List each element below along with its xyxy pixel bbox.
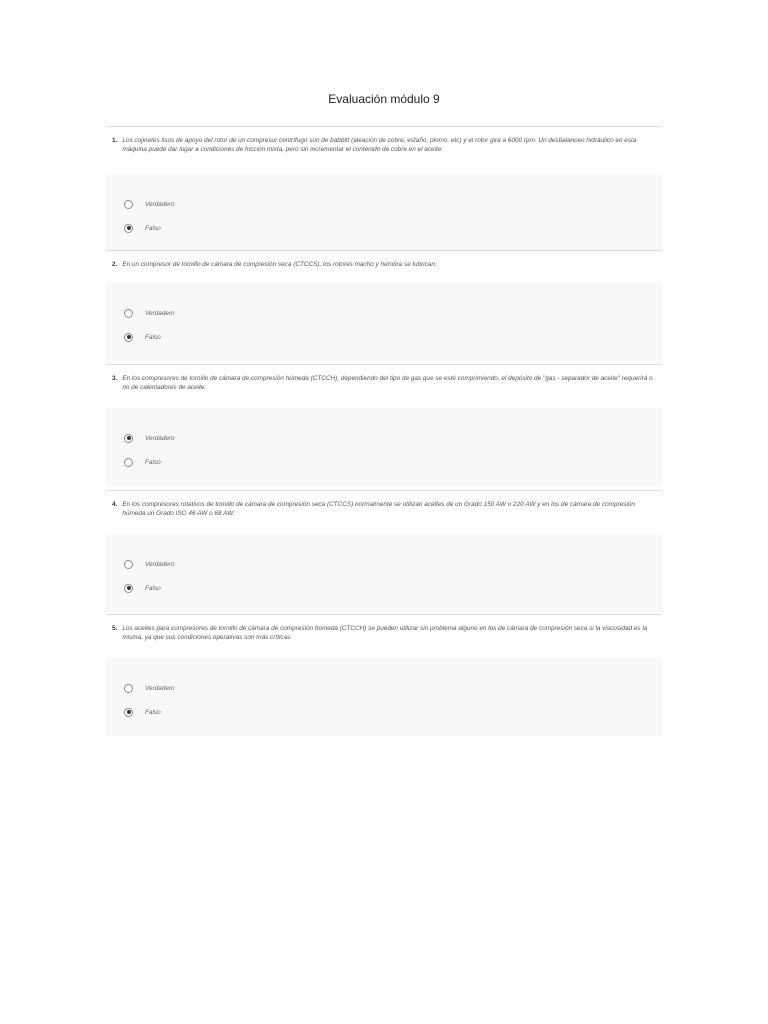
question-number: 1. xyxy=(112,137,118,144)
radio-button[interactable] xyxy=(124,560,133,569)
radio-button[interactable] xyxy=(124,434,133,443)
radio-button[interactable] xyxy=(124,309,133,318)
question-number: 3. xyxy=(112,375,118,382)
question-2 xyxy=(106,250,662,364)
option-verdadero[interactable] xyxy=(124,676,662,700)
question-3 xyxy=(106,364,662,490)
option-verdadero[interactable] xyxy=(124,552,662,576)
radio-button[interactable] xyxy=(124,584,133,593)
option-label: Verdadero xyxy=(145,200,175,208)
question-header xyxy=(106,491,662,518)
radio-button[interactable] xyxy=(124,684,133,693)
radio-button[interactable] xyxy=(124,708,133,717)
option-label: Falso xyxy=(145,584,161,592)
radio-button[interactable] xyxy=(124,458,133,467)
option-falso[interactable] xyxy=(124,700,662,724)
option-falso[interactable] xyxy=(124,216,662,240)
question-4 xyxy=(106,490,662,614)
radio-button[interactable] xyxy=(124,224,133,233)
question-1 xyxy=(106,126,662,250)
question-text: En los compresores de tornillo de cámara de compresión húmeda (CTCCH), dependiendo del tipo de gas que se esté comprimiendo, el depósito de "gas - separador de aceite" requerirá o no de calentadores de aceite. xyxy=(122,375,653,391)
option-verdadero[interactable] xyxy=(124,192,662,216)
option-label: Falso xyxy=(145,708,161,716)
question-number: 2. xyxy=(112,261,118,268)
question-text: En los compresores rotativos de tornillo de cámara de compresión seca (CTCCS) normalmente se utilizan aceites de un Grado 150 AW o 220 AW y en los de cámara de compresión húmeda un Grado ISO 46 AW o 68 AW: xyxy=(122,501,635,517)
option-label: Verdadero xyxy=(145,560,175,568)
option-label: Verdadero xyxy=(145,684,175,692)
option-label: Verdadero xyxy=(145,309,175,317)
answer-options xyxy=(106,283,662,361)
option-label: Verdadero xyxy=(145,434,175,442)
answer-options xyxy=(106,658,662,736)
radio-button[interactable] xyxy=(124,333,133,342)
page-title: Evaluación módulo 9 xyxy=(328,92,440,106)
option-verdadero[interactable] xyxy=(124,426,662,450)
question-header xyxy=(106,615,662,642)
radio-selected-dot xyxy=(127,710,131,714)
answer-options xyxy=(106,174,662,252)
question-text: En un compresor de tornillo de cámara de compresión seca (CTCCS), los rotores macho y hembra se lubrican: xyxy=(122,261,437,268)
question-header xyxy=(106,365,662,392)
answer-options xyxy=(106,534,662,612)
radio-selected-dot xyxy=(127,226,131,230)
question-number: 4. xyxy=(112,501,118,508)
question-5 xyxy=(106,614,662,739)
option-label: Falso xyxy=(145,333,161,341)
question-header xyxy=(106,127,662,154)
option-label: Falso xyxy=(145,458,161,466)
question-text: Los cojinetes lisos de apoyo del rotor de un compresor centrífugo son de babbitt (aleación de cobre, estaño, plomo, etc) y el rotor gira a 6000 rpm. Un desbalanceo hidráulico en esta máquina puede dar lugar a condiciones de fricción mixta, pero sin incrementar el contenido de cobre en el aceite: xyxy=(122,137,637,153)
radio-selected-dot xyxy=(127,436,131,440)
answer-options xyxy=(106,408,662,486)
radio-button[interactable] xyxy=(124,200,133,209)
radio-selected-dot xyxy=(127,335,131,339)
radio-selected-dot xyxy=(127,586,131,590)
option-falso[interactable] xyxy=(124,576,662,600)
option-falso[interactable] xyxy=(124,325,662,349)
option-verdadero[interactable] xyxy=(124,301,662,325)
option-label: Falso xyxy=(145,224,161,232)
question-text: Los aceites para compresores de tornillo de cámara de compresión húmeda (CTCCH) se pueden utilizar sin problema alguno en los de cámara de compresión seca si la viscosidad es la misma, ya que sus condiciones operativas son más críticas: xyxy=(122,625,648,641)
option-falso[interactable] xyxy=(124,450,662,474)
quiz xyxy=(106,126,662,739)
question-header xyxy=(106,251,662,269)
question-number: 5. xyxy=(112,625,118,632)
